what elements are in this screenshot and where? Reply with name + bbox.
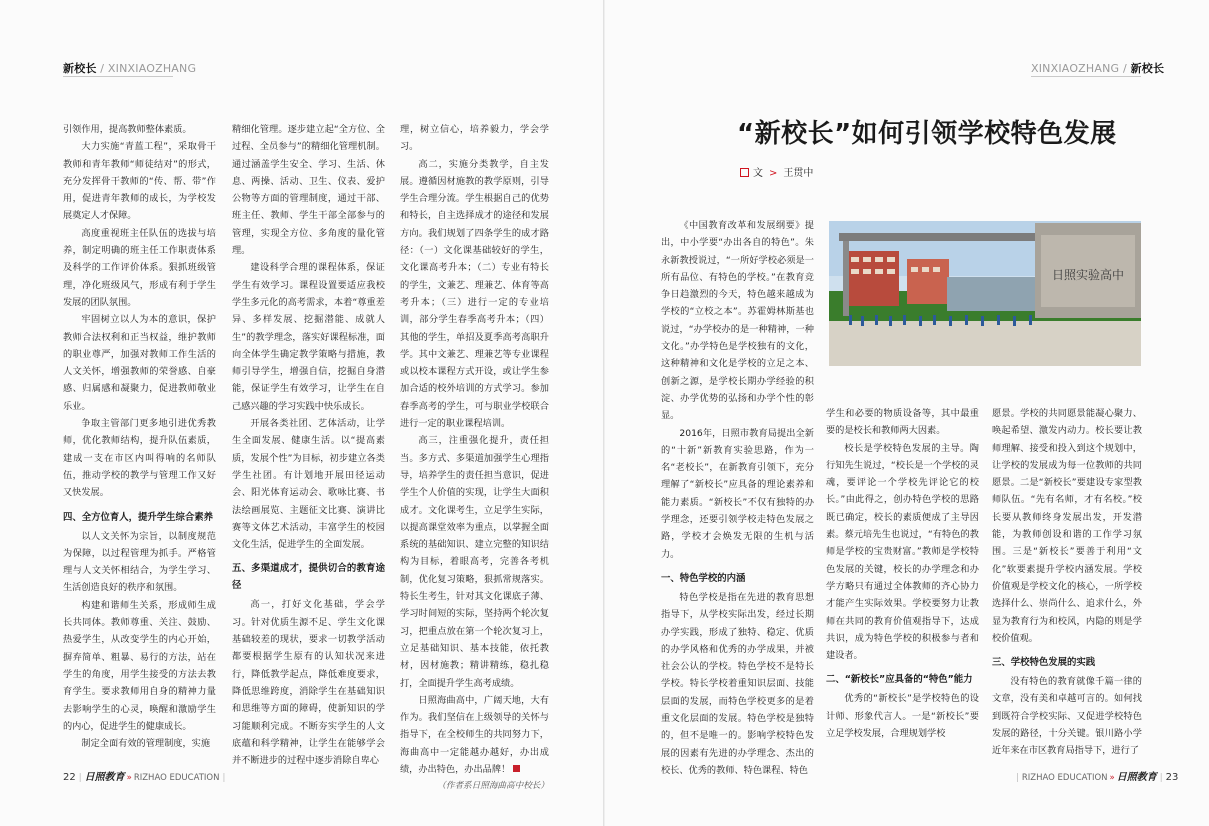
paragraph: 开展各类社团、艺体活动，让学生全面发展、健康生活。以“提高素质，发展个性”为目标，初步建立各类学生社团。有计划地开展田径运动会、阳光体育运动会、歌咏比赛、书法绘画展览、主题征文比赛、演讲比赛等文体艺术活动，丰富学生的校园文化生活，促进学生的全面发展。 [232, 418, 385, 551]
section-heading: 一、特色学校的内涵 [661, 572, 746, 584]
right-column-3 [992, 405, 1142, 757]
paragraph: 高一，打好文化基础，学会学习。针对优质生源不足、学生文化课基础较差的现状，要求一切教学活动都要根据学生原有的认知状况来进行，降低教学起点，降低难度要求，降低思维跨度，消除学生在基础知识和思维等方面的障碍，使新知识的学习能顺利完成。不断夯实学生的人文底蕴和科学精神，让学生在能够学会并不断进步的过程中逐步消除自卑心 [232, 599, 385, 767]
school-gate-photo [829, 221, 1141, 366]
page-number: 23 [1165, 772, 1179, 783]
header-cn-label: 新校长 [63, 62, 97, 75]
magazine-logo: 日照教育 [84, 772, 125, 783]
arrow-icon: > [769, 168, 778, 179]
paragraph: 校长是学校特色发展的主导。陶行知先生说过，“校长是一个学校的灵魂，要评论一个学校先评论它的校长。”由此得之，创办特色学校的思路既已确定，校长的素质便成了主导因素。蔡元培先生也说过，“有特色的教师是学校的宝贵财富。”教师是学校特色发展的关键，校长的办学理念和办学方略只有通过全体教师的齐心协力才能产生实际效果。学校要努力让教师在共同的教育价值观指导下，达成共识，成为特色学校的积极参与者和建设者。 [826, 442, 979, 662]
school-gate-illustration [829, 221, 1141, 366]
left-footer: 22 | 日照教育 » RIZHAO EDUCATION | [63, 772, 226, 783]
right-column-2 [826, 405, 979, 748]
gate-sign-text: 日照实验高中 [1051, 268, 1125, 282]
paragraph: 优秀的“新校长”是学校特色的设计师、形象代言人。一是“新校长”要立足学校发展，合理规划学校 [826, 693, 979, 740]
paragraph: 精细化管理。逐步建立起“全方位、全过程、全员参与”的精细化管理机制。通过涵盖学生安全、学习、生活、休息、两操、活动、卫生、仪表、爱护公物等方面的管理制度，通过干部、班主任、教师、学生干部全部参与的管理，实现全方位、多角度的量化管理。 [232, 124, 385, 257]
header-en-label: XINXIAOZHANG [1031, 62, 1120, 75]
closing-paragraph [400, 692, 549, 778]
header-rule [63, 76, 173, 77]
paragraph: 引领作用，提高教师整体素质。 [63, 124, 192, 135]
section-heading: 二、“新校长”应具备的“特色”能力 [826, 674, 973, 686]
header-rule [1031, 76, 1141, 77]
closing-text: 日照海曲高中，广阔天地，大有作为。我们坚信在上级领导的关怀与指导下，在全校师生的共同努力下，海曲高中一定能越办越好，办出成绩，办出特色，办出品牌！ [400, 694, 549, 775]
paragraph: 构建和谐师生关系，形成师生成长共同体。教师尊重、关注、鼓励、热爱学生，从改变学生的内心开始，摒弃简单、粗暴、易行的方法，站在学生的角度，用学生接受的方法去教育学生。要求教师用自身的精神力量去影响学生的心灵，唤醒和激励学生的内心，促进学生的健康成长。 [63, 599, 216, 732]
paragraph: 高度重视班主任队伍的选拔与培养，制定明确的班主任工作职责体系及科学的工作评价体系。狠抓班级管理，净化班级风气，形成有利于学生发展的团队氛围。 [63, 227, 216, 308]
paragraph: 没有特色的教育就像千篇一律的文章，没有美和卓越可言的。如何找到既符合学校实际、又促进学校特色发展的路径，十分关键。银川路小学近年来在市区教育局指导下，进行了 [992, 676, 1142, 757]
page-number: 22 [63, 772, 76, 783]
paragraph: 理，树立信心，培养毅力，学会学习。 [400, 124, 549, 153]
left-column-2 [232, 121, 385, 767]
right-running-header: XINXIAOZHANG / 新校长 [1031, 62, 1165, 75]
paragraph: 愿景。学校的共同愿景能凝心聚力、唤起希望、激发内动力。校长要让教师理解、接受和投入到这个规划中，让学校的发展成为每一位教师的共同愿景。二是“新校长”要建设专家型教师队伍。“先有名师，才有名校。”校长要从教师终身发展出发，开发潜能，为教师创设和谐的工作学习氛围。三是“新校长”要善于利用“文化”软要素提升学校内涵发展。学校价值观是学校文化的核心，一所学校选择什么、崇尚什么、追求什么，外显为教育行为和校风，内隐的则是学校价值观。 [992, 408, 1142, 644]
magazine-en: RIZHAO EDUCATION [1021, 773, 1108, 783]
right-column-1 [661, 217, 814, 776]
article-title: “新校长”如何引领学校特色发展 [737, 119, 1117, 149]
paragraph: 建设科学合理的课程体系，保证学生有效学习。课程设置要适应我校学生多元化的高考需求，本着“尊重差异、多样发展、挖掘潜能、成就人生”的教学理念，落实好课程标准，面向全体学生确定教学策略与措施，教师引导学生，增强自信，挖掘自身潜能，保证学生有效学习，让学生在自己感兴趣的学习实践中快乐成长。 [232, 262, 385, 412]
left-running-header: 新校长 / XINXIAOZHANG [63, 62, 197, 75]
square-bullet-icon [740, 168, 749, 177]
paragraph: 争取主管部门更多地引进优秀教师，优化教师结构，提升队伍素质，建成一支在市区内叫得响的名师队伍，推动学校的教学与管理工作又好又快发展。 [63, 418, 216, 499]
paragraph: 高二，实施分类教学，自主发展。遵循因材施教的教学原则，引导学生合理分流。学生根据自己的优势和特长，自主选择成才的途径和发展方向。我们规划了四条学生的成才路径：（一）文化课基础较好的学生，文化课高考升本；（二）专业有特长的学生，文兼艺、理兼艺、体育等高考升本；（三）进行一定的专业培训，部分学生春季高考升本；（四）其他的学生，单招及夏季高考高职升学。其中文兼艺、理兼艺等专业课程或以校本课程方式开设，或让学生参加合适的校外培训的方式学习。参加春季高考的学生，可与职业学校联合进行一定的职业课程培训。 [400, 158, 549, 430]
left-column-1 [63, 121, 216, 750]
author-line: 文 > 王贯中 [740, 164, 813, 179]
end-mark-icon [513, 765, 520, 772]
paragraph: 制定全面有效的管理制度，实施 [81, 738, 211, 750]
section-heading: 五、多渠道成才，提供切合的教育途径 [232, 563, 385, 592]
section-heading: 四、全方位育人，提升学生综合素养 [63, 511, 214, 523]
magazine-en: RIZHAO EDUCATION [133, 773, 220, 783]
magazine-logo: 日照教育 [1116, 772, 1157, 783]
paragraph: 学生和必要的物质设备等，其中最重要的是校长和教师两大因素。 [826, 408, 979, 437]
section-heading: 三、学校特色发展的实践 [992, 657, 1096, 669]
paragraph: 大力实施“青蓝工程”，采取骨干教师和青年教师“师徒结对”的形式，充分发挥骨干教师的“传、帮、带”作用，促进青年教师的成长，为学校发展奠定人才保障。 [63, 141, 216, 222]
right-footer: | RIZHAO EDUCATION » 日照教育 | 23 [1016, 772, 1179, 783]
author-name: 王贯中 [783, 168, 814, 179]
left-column-3 [400, 121, 549, 792]
paragraph: 特色学校是指在先进的教育思想指导下，从学校实际出发，经过长期办学实践，形成了独特、稳定、优质的办学风格和优秀的办学成果，并被社会公认的学校。特色学校不是特长学校。特长学校着重知识层面、技能层面的发展，而特色学校更多的是着重文化层面的发展。特色学校是独特的，但不是唯一的。影响学校特色发展的因素有先进的办学理念、杰出的校长、优秀的教师、特色课程、特色 [661, 591, 814, 776]
paragraph: 以人文关怀为宗旨，以制度规范为保障，以过程管理为抓手。严格管理与人文关怀相结合，为学生学习、生活创造良好的秩序和氛围。 [63, 530, 216, 594]
paragraph: 高三，注重强化提升，责任担当。多方式、多渠道加强学生心理指导，培养学生的责任担当意识，促进学生个人价值的实现，让学生大面积成才。文化课考生，立足学生实际，以提高课堂效率为重点，以掌握全面系统的基础知识、建立完整的知识结构为目标，着眼高考，完善各考机制，优化复习策略，狠抓常规落实。特长生考生，针对其文化课底子薄、学习时间短的实际，坚持两个轮次复习，把重点放在第一个轮次复习上，立足基础知识、基本技能，依托教材，因材施教；精讲精练，稳扎稳打，全面提升学生高考成绩。 [400, 435, 549, 689]
header-en-label: XINXIAOZHANG [107, 62, 197, 75]
paragraph: 《中国教育改革和发展纲要》提出，中小学要“办出各自的特色”。朱永新教授说过，“一所好学校必须是一所有品位、有特色的学校。”在教育竞争日趋激烈的今天，特色越来越成为学校的“立校之本”。苏霍姆林斯基也说过，“办学校办的是一种精神，一种文化。”办学特色是学校独有的文化，这种精神和文化是学校的立足之本、创新之源，是学校长期办学经验的积淀、办学优势的弘扬和办学个性的彰显。 [661, 220, 814, 422]
author-note: （作者系日照海曲高中校长） [437, 781, 549, 792]
header-cn-label: 新校长 [1130, 62, 1165, 75]
paragraph: 2016年，日照市教育局提出全新的“十新”新教育实验思路，作为一名“老校长”，在新教育引领下，充分理解了“新校长”应具备的理论素养和能力素质。“新校长”不仅有独特的办学理念，还要引领学校走特色发展之路，学校才会焕发无限的生机与活力。 [661, 427, 814, 560]
paragraph: 牢固树立以人为本的意识，保护教师合法权利和正当权益，维护教师的职业尊严，加强对教师工作生活的人文关怀，增强教师的荣誉感、自豪感、归属感和凝聚力，促进教师敬业乐业。 [63, 314, 216, 412]
